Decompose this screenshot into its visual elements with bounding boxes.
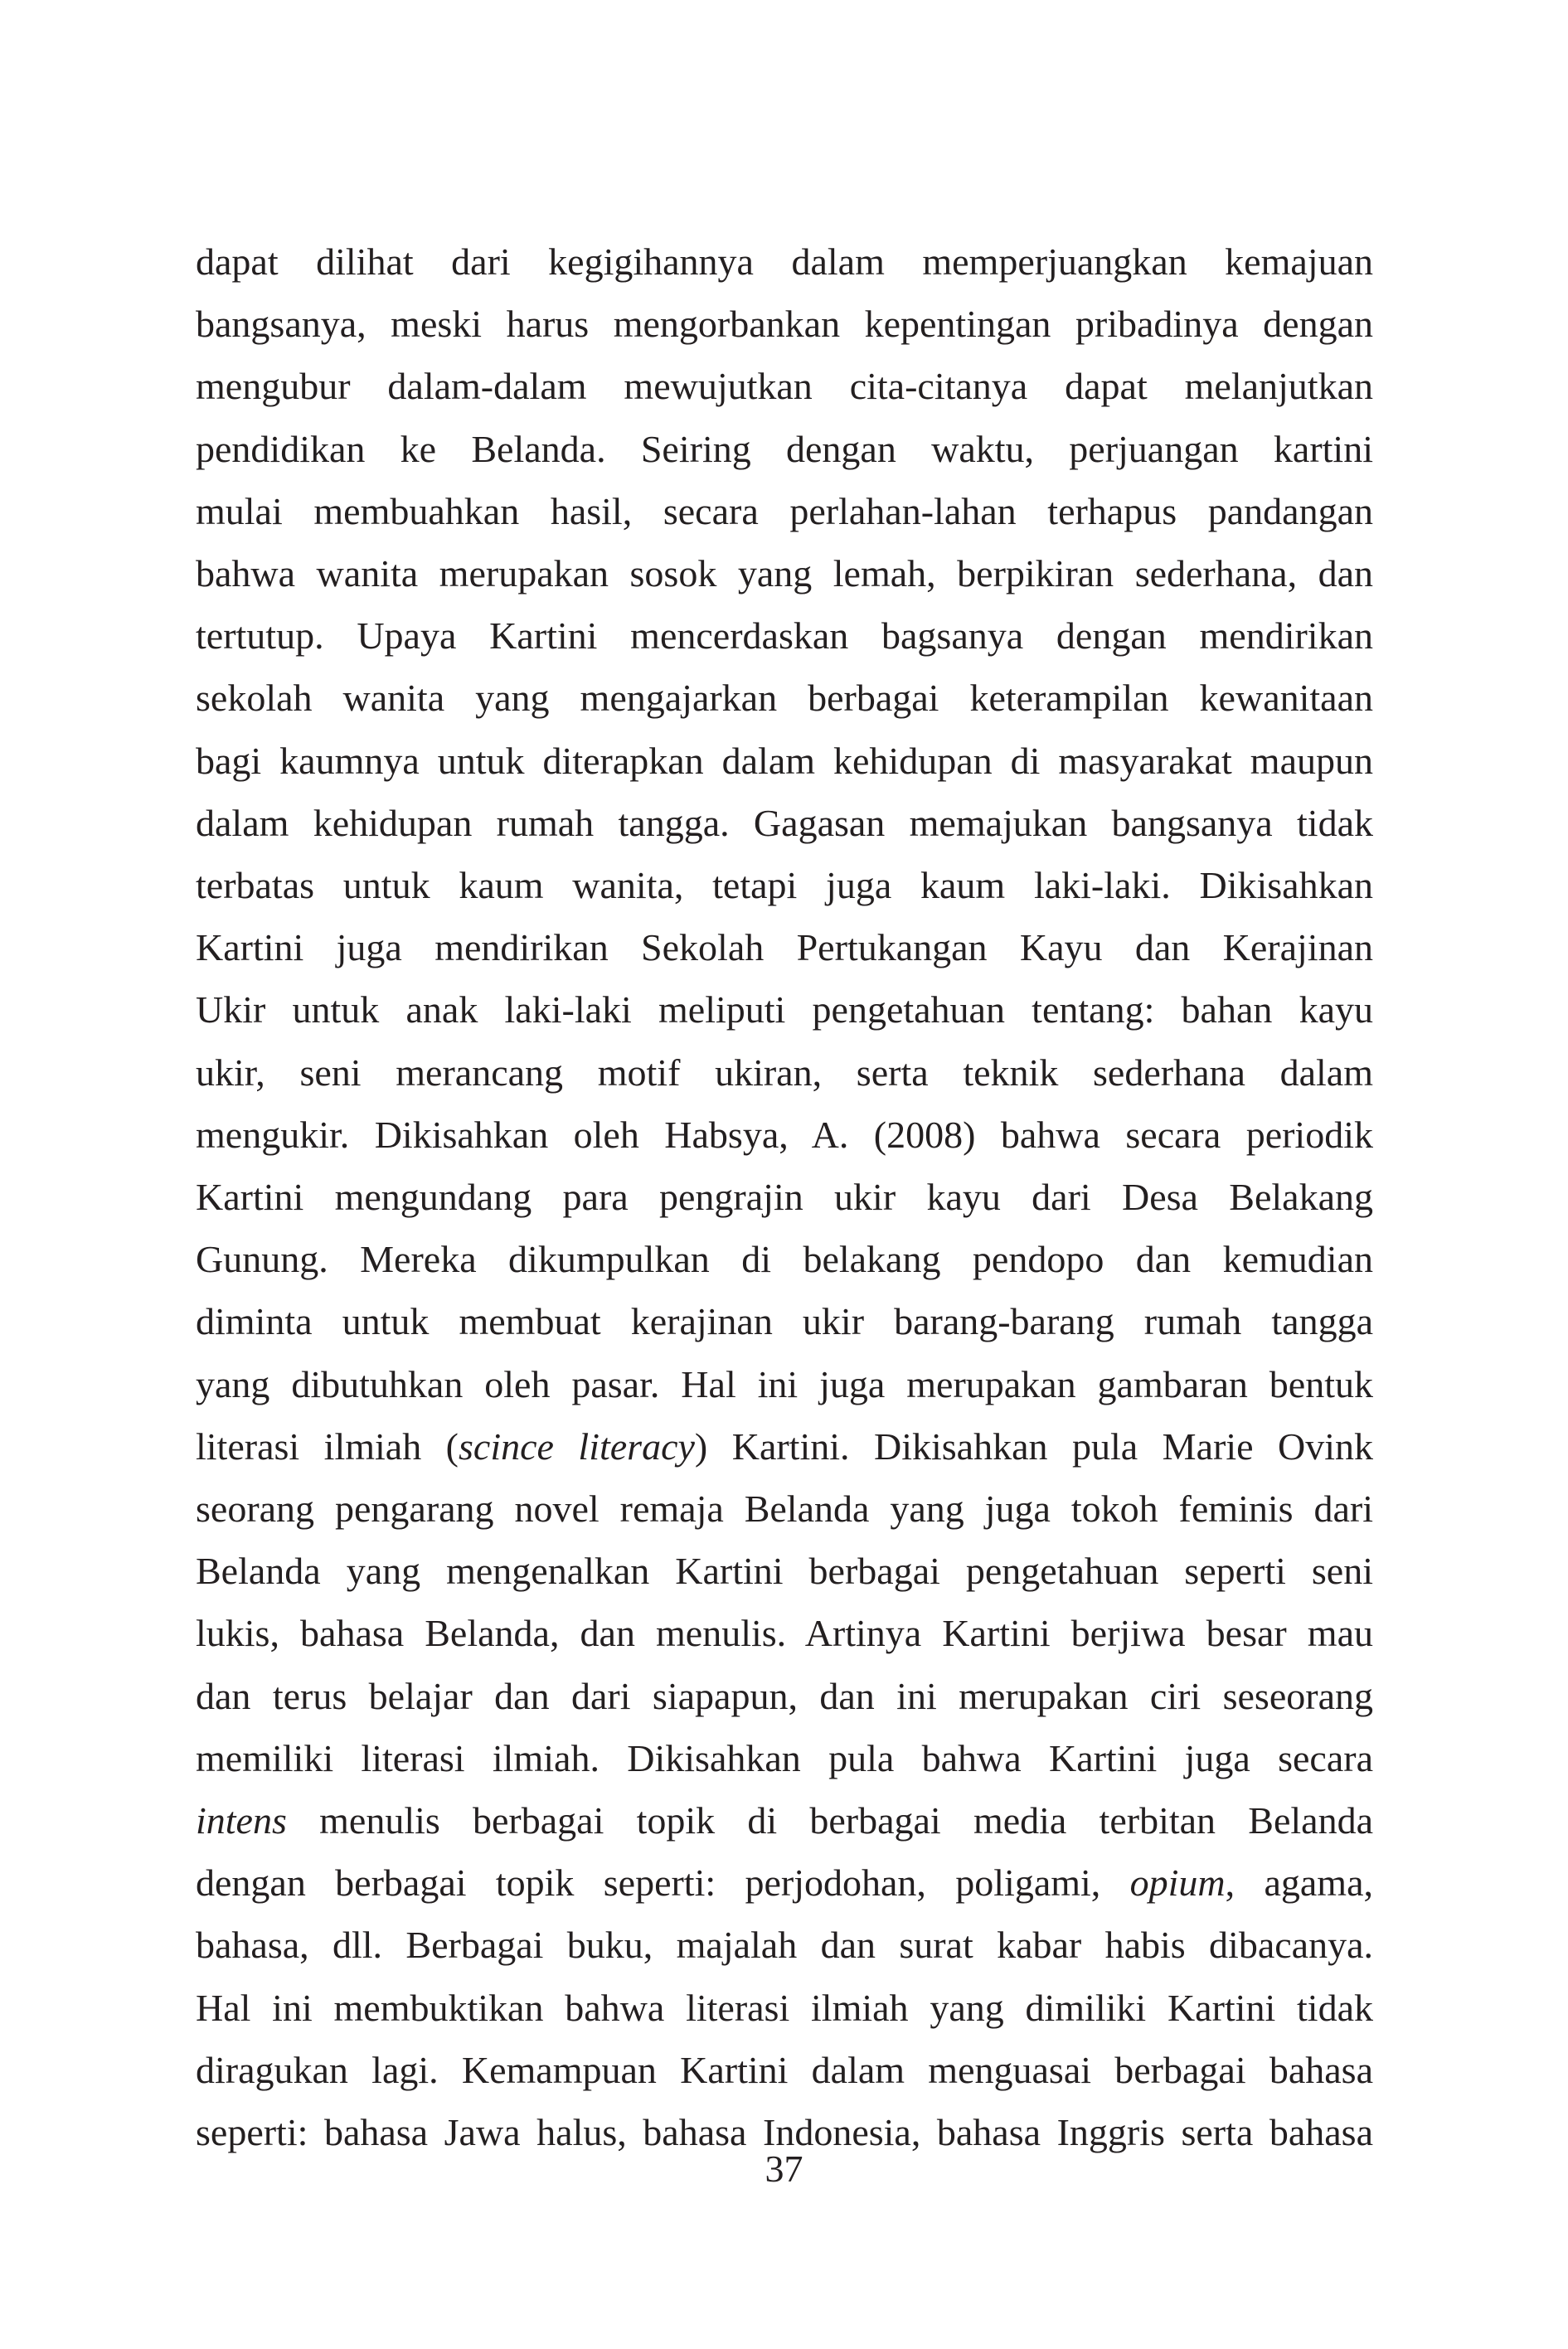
- text-line: mengukir. Dikisahkan oleh Habsya, A. (2008) bahwa secara periodik: [196, 1113, 1373, 1156]
- text-line: seorang pengarang novel remaja Belanda yang juga tokoh feminis dari: [196, 1488, 1373, 1531]
- text-segment: ) Kartini. Dikisahkan pula Marie Ovink: [694, 1424, 1373, 1468]
- text-line: Kartini mengundang para pengrajin ukir kayu dari Desa Belakang: [196, 1176, 1373, 1219]
- page-number: 37: [765, 2148, 803, 2190]
- text-line: bagi kaumnya untuk diterapkan dalam kehidupan di masyarakat maupun: [196, 739, 1373, 782]
- text-line: bangsanya, meski harus mengorbankan kepentingan pribadinya dengan: [196, 303, 1373, 346]
- italic-term: intens: [196, 1799, 287, 1842]
- text-segment: literasi ilmiah (: [196, 1424, 459, 1468]
- text-line: seperti: bahasa Jawa halus, bahasa Indonesia, bahasa Inggris serta bahasa: [196, 2111, 1373, 2154]
- text-line: yang dibutuhkan oleh pasar. Hal ini juga merupakan gambaran bentuk: [196, 1362, 1373, 1405]
- text-segment: dengan berbagai topik seperti: perjodohan, poligami,: [196, 1861, 1130, 1905]
- text-line: Gunung. Mereka dikumpulkan di belakang pendopo dan kemudian: [196, 1238, 1373, 1281]
- text-line: Hal ini membuktikan bahwa literasi ilmiah yang dimiliki Kartini tidak: [196, 1986, 1373, 2029]
- text-line: dapat dilihat dari kegigihannya dalam memperjuangkan kemajuan: [196, 240, 1373, 283]
- text-line: Belanda yang mengenalkan Kartini berbagai pengetahuan seperti seni: [196, 1550, 1373, 1593]
- text-line: diminta untuk membuat kerajinan ukir barang-barang rumah tangga: [196, 1300, 1373, 1343]
- text-line: sekolah wanita yang mengajarkan berbagai keterampilan kewanitaan: [196, 677, 1373, 720]
- text-line: lukis, bahasa Belanda, dan menulis. Artinya Kartini berjiwa besar mau: [196, 1612, 1373, 1655]
- text-segment: , agama,: [1225, 1861, 1374, 1905]
- text-line: diragukan lagi. Kemampuan Kartini dalam menguasai berbagai bahasa: [196, 2048, 1373, 2091]
- text-line: terbatas untuk kaum wanita, tetapi juga kaum laki-laki. Dikisahkan: [196, 864, 1373, 907]
- text-line: [196, 1415, 1373, 1478]
- text-segment: menulis berbagai topik di berbagai media terbitan Belanda: [286, 1799, 1373, 1842]
- text-line: ukir, seni merancang motif ukiran, serta teknik sederhana dalam: [196, 1051, 1373, 1094]
- text-line: bahasa, dll. Berbagai buku, majalah dan surat kabar habis dibacanya.: [196, 1924, 1373, 1967]
- text-line: pendidikan ke Belanda. Seiring dengan waktu, perjuangan kartini: [196, 427, 1373, 470]
- text-line: dan terus belajar dan dari siapapun, dan ini merupakan ciri seseorang: [196, 1674, 1373, 1717]
- text-line: bahwa wanita merupakan sosok yang lemah, berpikiran sederhana, dan: [196, 552, 1373, 595]
- italic-term: opium: [1129, 1861, 1226, 1905]
- text-line: dalam kehidupan rumah tangga. Gagasan memajukan bangsanya tidak: [196, 801, 1373, 844]
- text-line: tertutup. Upaya Kartini mencerdaskan bagsanya dengan mendirikan: [196, 614, 1373, 658]
- text-line: mengubur dalam-dalam mewujutkan cita-citanya dapat melanjutkan: [196, 365, 1373, 408]
- text-line: Kartini juga mendirikan Sekolah Pertukangan Kayu dan Kerajinan: [196, 926, 1373, 969]
- italic-term: scince literacy: [459, 1424, 695, 1468]
- text-line: [196, 1852, 1373, 1914]
- text-line: Ukir untuk anak laki-laki meliputi pengetahuan tentang: bahan kayu: [196, 988, 1373, 1031]
- text-line: mulai membuahkan hasil, secara perlahan-lahan terhapus pandangan: [196, 489, 1373, 532]
- text-line: [196, 1789, 1373, 1852]
- body-paragraph: [196, 231, 1373, 2163]
- text-line: memiliki literasi ilmiah. Dikisahkan pula bahwa Kartini juga secara: [196, 1736, 1373, 1779]
